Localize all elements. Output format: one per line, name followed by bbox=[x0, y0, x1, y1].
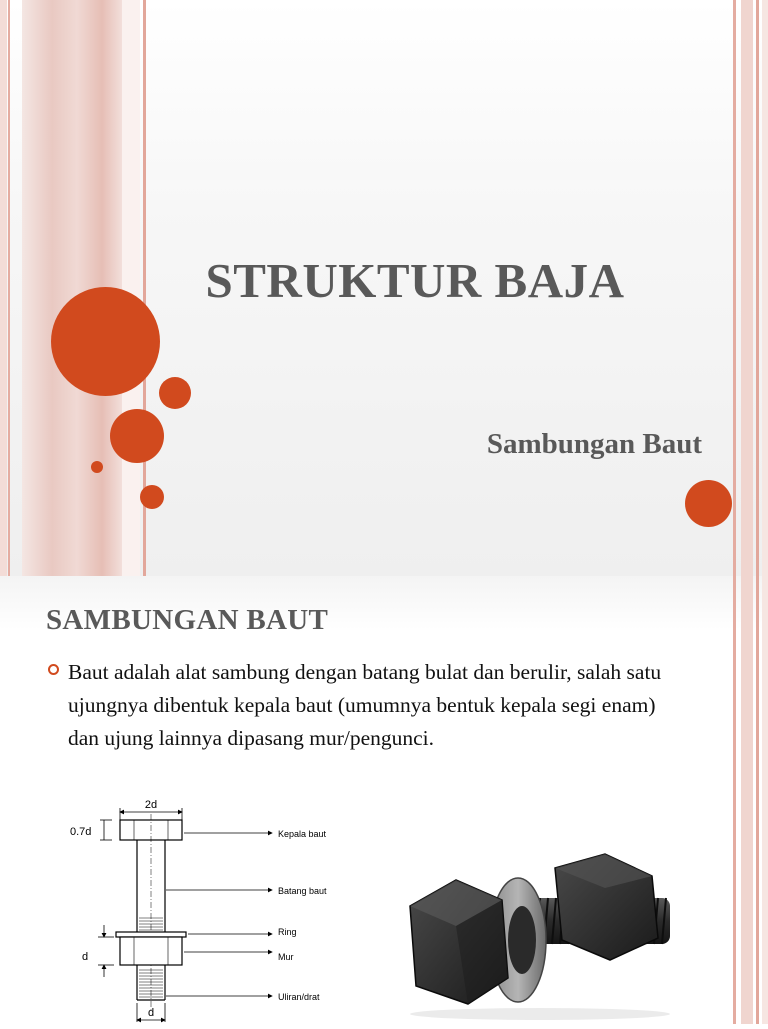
label-batang-baut: Batang baut bbox=[278, 886, 327, 896]
right-stripe-4 bbox=[762, 0, 768, 576]
decor-circle-small-2 bbox=[140, 485, 164, 509]
section-heading: SAMBUNGAN BAUT bbox=[46, 604, 329, 636]
right-stripe-2 bbox=[741, 0, 753, 576]
decor-circle-tiny bbox=[91, 461, 103, 473]
right-stripe-4 bbox=[762, 576, 768, 1024]
slide-subtitle: Sambungan Baut bbox=[486, 428, 702, 460]
bolt-diagram-svg bbox=[62, 800, 358, 1024]
left-stripe-1 bbox=[0, 0, 7, 576]
slide-title: STRUKTUR BAJA bbox=[205, 253, 625, 308]
left-stripe-4 bbox=[122, 0, 140, 576]
decor-circle-right bbox=[685, 480, 732, 527]
dim-label-0.7d: 0.7d bbox=[70, 826, 92, 838]
decor-circle-small-1 bbox=[159, 377, 191, 409]
right-stripe-3 bbox=[756, 0, 759, 576]
dim-label-nut-d: d bbox=[82, 951, 89, 963]
right-stripe-1 bbox=[733, 576, 736, 1024]
decor-circle-medium bbox=[110, 409, 164, 463]
right-stripe-3 bbox=[756, 576, 759, 1024]
label-kepala-baut: Kepala baut bbox=[278, 829, 327, 839]
label-uliran-drat: Uliran/drat bbox=[278, 992, 320, 1002]
bullet-text: Baut adalah alat sambung dengan batang bulat dan berulir, salah satu ujungnya dibentuk kepala baut (umumnya bentuk kepala segi enam) dan ujung lainnya dipasang mur/pengunci. bbox=[68, 660, 662, 750]
decor-circle-large bbox=[51, 287, 160, 396]
bolt-photo-svg bbox=[390, 828, 688, 1024]
right-stripe-2 bbox=[741, 576, 753, 1024]
label-ring: Ring bbox=[278, 927, 297, 937]
bolt-photo bbox=[390, 828, 688, 1024]
bolt-diagram bbox=[62, 800, 358, 1024]
dim-label-shank-d: d bbox=[147, 1007, 155, 1019]
label-mur: Mur bbox=[278, 952, 294, 962]
dim-label-2d: 2d bbox=[144, 800, 158, 811]
right-stripe-1 bbox=[733, 0, 736, 576]
bullet-item bbox=[48, 656, 668, 755]
hollow-circle-bullet-icon bbox=[48, 664, 59, 675]
left-stripe-2 bbox=[8, 0, 10, 576]
